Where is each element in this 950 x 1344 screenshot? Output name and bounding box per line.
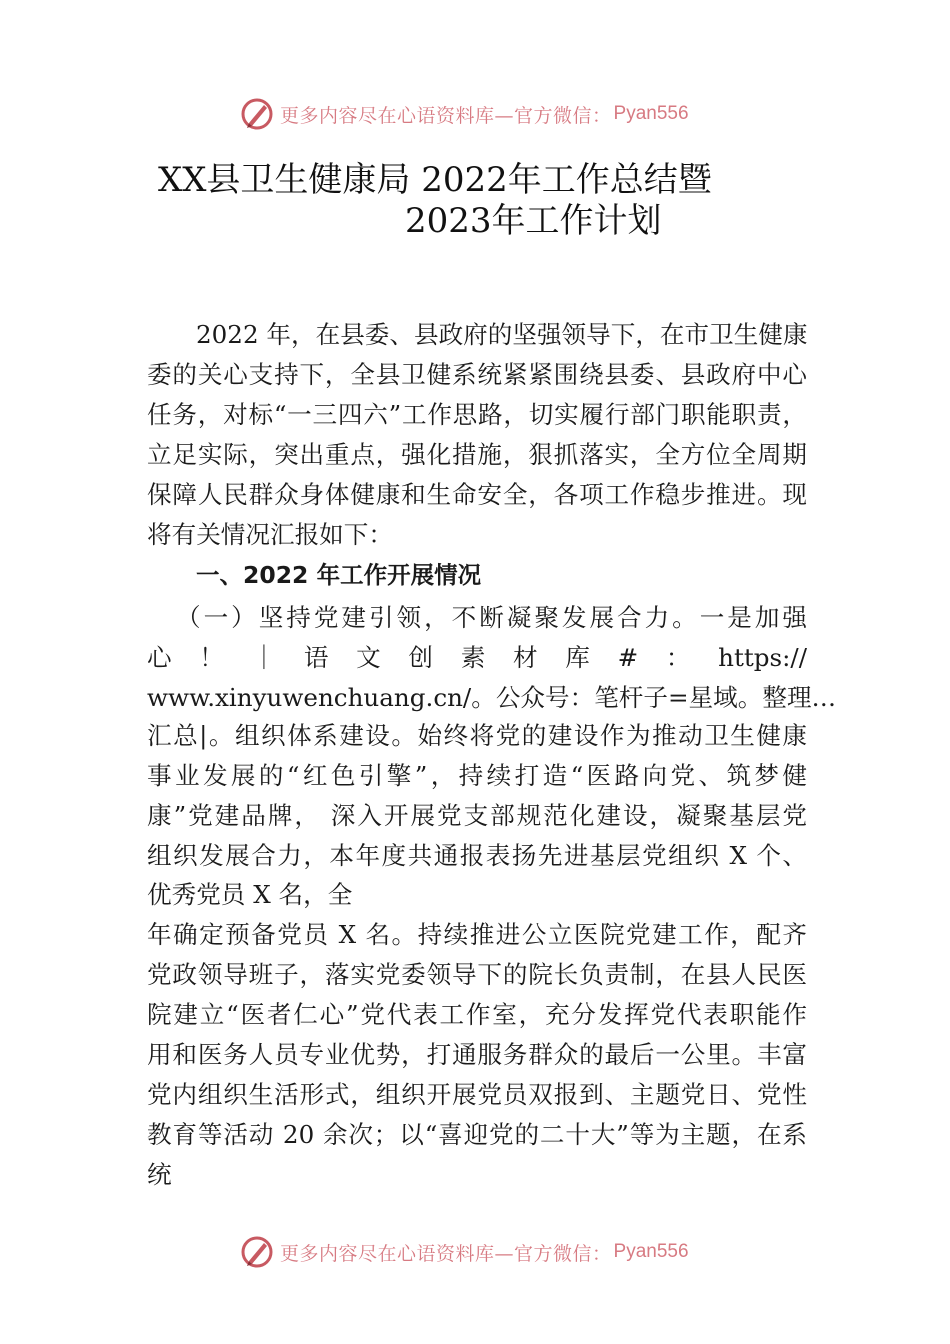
body-line: 优秀党员 X 名，全 (147, 880, 353, 909)
document-title-line-2: 2023年工作计划 (405, 201, 662, 241)
body-line: 院建立“医者仁心”党代表工作室，充分发挥党代表职能作 (147, 1000, 807, 1029)
body-line: 立足实际，突出重点，强化措施，狠抓落实，全方位全周期 (147, 440, 807, 469)
body-line: 统 (147, 1160, 172, 1189)
body-line: 保障人民群众身体健康和生命安全，各项工作稳步推进。现 (147, 480, 807, 509)
banner-wechat-id: Pyan556 (613, 1241, 689, 1262)
header-watermark-banner (240, 97, 689, 131)
banner-wechat-id: Pyan556 (613, 103, 689, 124)
body-line: www.xinyuwenchuang.cn/。公众号：笔杆子=星域。整理… (147, 683, 837, 712)
body-line: 2022 年，在县委、县政府的坚强领导下，在市卫生健康 (196, 320, 808, 349)
body-line: 将有关情况汇报如下： (147, 520, 393, 549)
body-line: 汇总|。组织体系建设。始终将党的建设作为推动卫生健康 (147, 721, 807, 750)
body-line: 事业发展的“红色引擎”，持续打造“医路向党、筑梦健 (147, 761, 807, 790)
body-line: 用和医务人员专业优势，打通服务群众的最后一公里。丰富 (147, 1040, 807, 1069)
banner-text: 更多内容尽在心语资料库—官方微信： (280, 1242, 612, 1265)
body-line: 教育等活动 20 余次；以“喜迎党的二十大”等为主题，在系 (147, 1120, 807, 1149)
section-heading: 一、2022 年工作开展情况 (196, 561, 482, 589)
footer-watermark-banner (240, 1235, 689, 1269)
body-line: 组织发展合力，本年度共通报表扬先进基层党组织 X 个、 (147, 841, 807, 870)
banner-text: 更多内容尽在心语资料库—官方微信： (280, 104, 612, 127)
body-line: 任务，对标“一三四六”工作思路，切实履行部门职能职责， (147, 400, 807, 429)
body-line: 委的关心支持下，全县卫健系统紧紧围绕县委、县政府中心 (147, 360, 807, 389)
pen-logo-icon (240, 1235, 274, 1269)
document-title-line-1: XX县卫生健康局 2022年工作总结暨 (158, 160, 712, 200)
pen-logo-icon (240, 97, 274, 131)
body-line: 党内组织生活形式，组织开展党员双报到、主题党日、党性 (147, 1080, 807, 1109)
body-line: 党政领导班子，落实党委领导下的院长负责制，在县人民医 (147, 960, 807, 989)
body-line: （一）坚持党建引领，不断凝聚发展合力。一是加强 (176, 603, 807, 632)
body-line: 年确定预备党员 X 名。持续推进公立医院党建工作，配齐 (147, 920, 807, 949)
body-line: 康”党建品牌， 深入开展党支部规范化建设，凝聚基层党 (147, 801, 807, 830)
body-line: 心！｜语文创素材库#：https:// (147, 643, 807, 672)
